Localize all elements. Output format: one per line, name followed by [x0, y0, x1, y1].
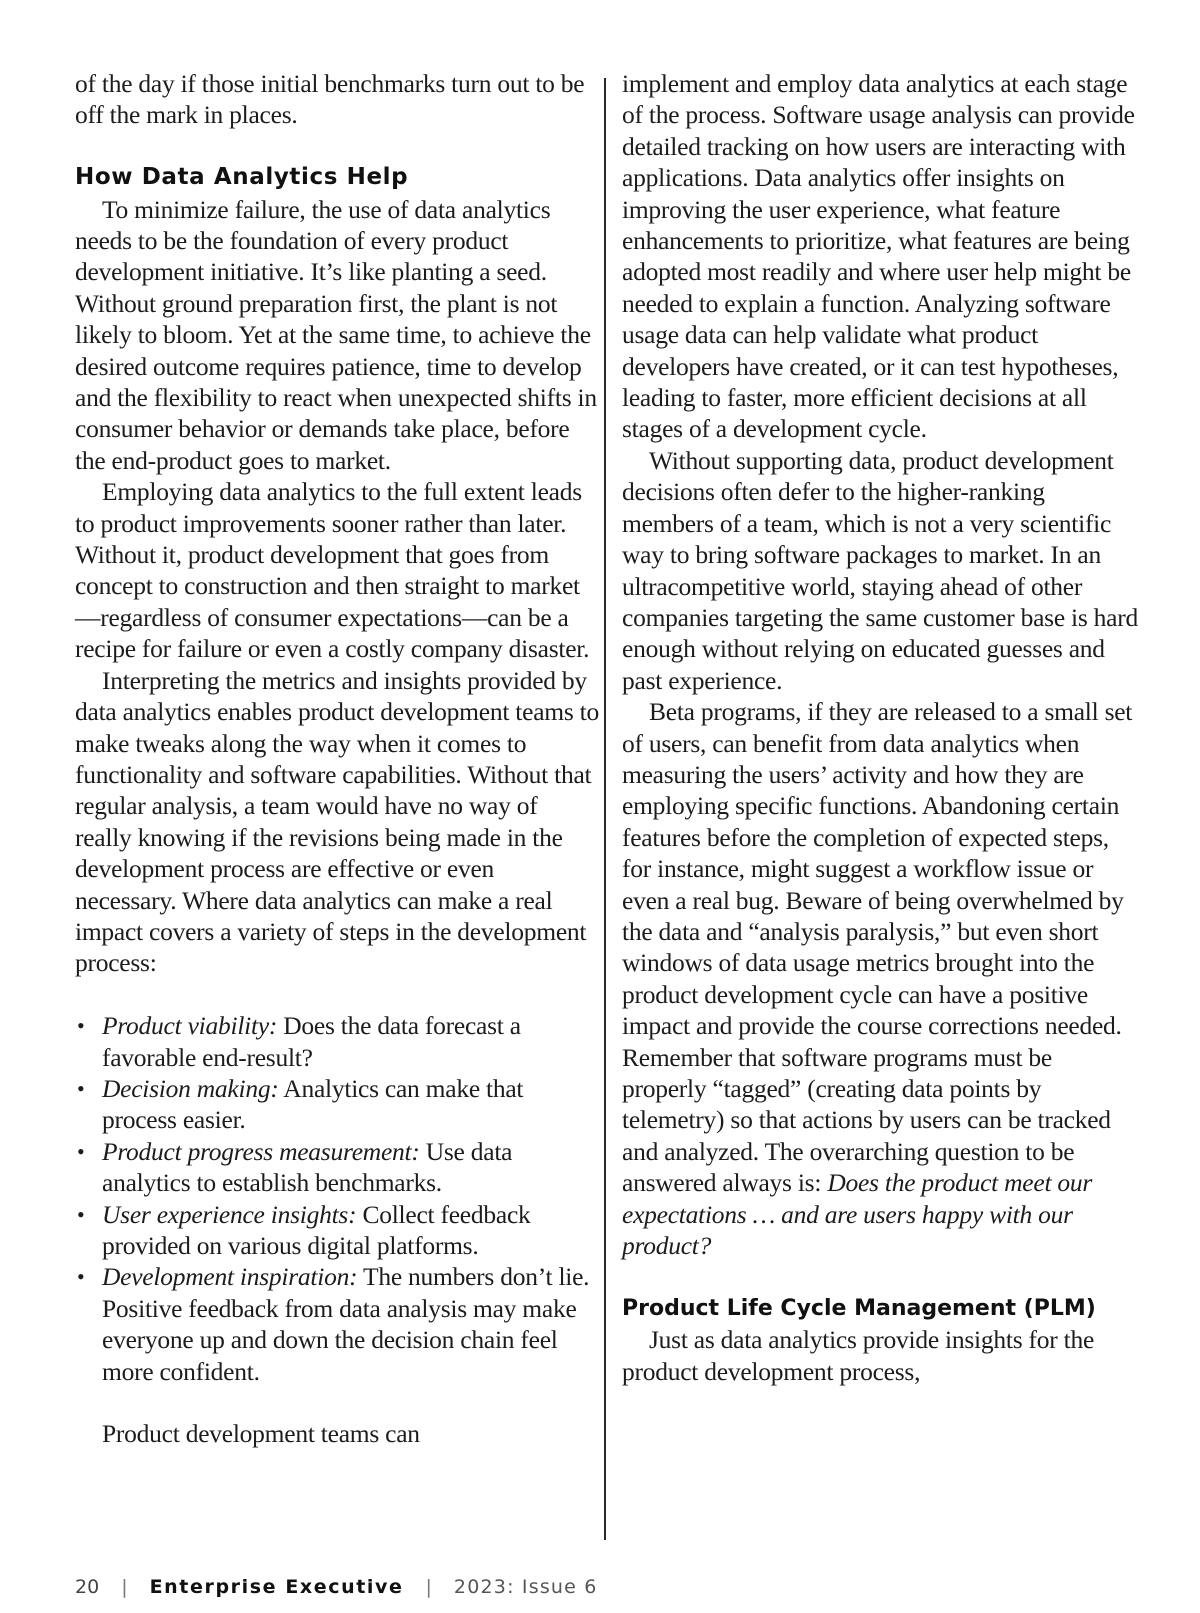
list-item-term: Product progress measurement:: [102, 1136, 420, 1166]
list-item-text: Does the data forecast a favorable end-result?: [102, 1011, 521, 1072]
body-paragraph: Just as data analytics provide insights for the product development process,: [622, 1325, 1095, 1386]
list-item: [77, 1073, 600, 1136]
continued-paragraph: Product development teams can: [102, 1419, 420, 1449]
list-item-term: Development inspiration:: [102, 1262, 358, 1292]
footer-separator: |: [425, 1576, 432, 1598]
list-item-text: Use data analytics to establish benchmarks.: [102, 1136, 513, 1198]
bullet-list: [75, 1010, 600, 1387]
body-paragraph: [622, 696, 1142, 1261]
list-item-text: Analytics can make that process easier.: [102, 1073, 524, 1135]
list-item-text: Collect feedback provided on various digital platforms.: [102, 1199, 531, 1260]
bullet-icon: •: [77, 1075, 85, 1101]
list-item-term: Product viability:: [102, 1011, 278, 1041]
section-heading-plm: Product Life Cycle Management (PLM): [622, 1295, 1096, 1321]
bullet-icon: •: [77, 1013, 85, 1039]
list-item: [77, 1136, 600, 1199]
list-item-term: Decision making:: [102, 1073, 279, 1103]
body-paragraph: To minimize failure, the use of data analytics needs to be the foundation of every product development initiative. It’s like planting a seed. Without ground preparation first, the plant is not likely to bloom. Yet at the same time, to achieve the desired outcome requires patience, time to develop and the flexibility to react when unexpected shifts in consumer behavior or demands take place, before the end-product goes to market.: [75, 194, 597, 475]
body-paragraph: Interpreting the metrics and insights provided by data analytics enables product development teams to make tweaks along the way when it comes to functionality and software capabilities. Without that regular analysis, a team would have no way of really knowing if the revisions being made in the development process are effective or even necessary. Where data analytics can make a real impact covers a variety of steps in the development process:: [75, 665, 599, 978]
page-footer: [75, 1572, 598, 1602]
footer-separator: |: [121, 1576, 128, 1598]
body-paragraph: Without supporting data, product development decisions often defer to the higher-ranking members of a team, which is not a very scientific way to bring software packages to market. In an ultracompetitive world, staying ahead of other companies targeting the same customer base is hard enough without relying on educated guesses and past experience.: [622, 445, 1138, 695]
paragraph-text: Beta programs, if they are released to a small set of users, can benefit from data analytics when measuring the users’ activity and how they are employing specific functions. Abandoning certain features before the completion of expected steps, for instance, might suggest a workflow issue or even a real bug. Beware of being overwhelmed by the data and “analysis paralysis,” but even short windows of data usage metrics brought into the product development cycle can have a positive impact and provide the course corrections needed. Remember that software programs must be properly “tagged” (creating data points by telemetry) so that actions by users can be tracked and analyzed. The overarching question to be answered always is:: [622, 697, 1133, 1198]
list-item-term: User experience insights:: [102, 1199, 357, 1229]
page-number: 20: [75, 1576, 100, 1598]
body-paragraph: implement and employ data analytics at each stage of the process. Software usage analysis can provide detailed tracking on how users are interacting with applications. Data analytics offer insights on improving the user experience, what feature enhancements to prioritize, what features are being adopted most readily and where user help might be needed to explain a function. Analyzing software usage data can help validate what product developers have created, or it can test hypotheses, leading to faster, more efficient decisions at all stages of a development cycle.: [622, 69, 1135, 444]
list-item: [77, 1199, 600, 1262]
left-column: [75, 68, 600, 1450]
column-divider: [604, 78, 606, 1540]
publication-name: Enterprise Executive: [149, 1576, 404, 1598]
list-item: [77, 1261, 600, 1387]
section-heading-data-analytics: How Data Analytics Help: [75, 164, 409, 191]
body-paragraph: Employing data analytics to the full extent leads to product improvements sooner rather than later. Without it, product development that goes from concept to construction and then straight to market—regardless of consumer expectations—can be a recipe for failure or even a costly company disaster.: [75, 477, 590, 664]
bullet-icon: •: [77, 1138, 85, 1164]
bullet-icon: •: [77, 1201, 85, 1227]
list-item: [77, 1010, 600, 1073]
right-column: [622, 68, 1142, 1387]
bullet-icon: •: [77, 1264, 85, 1290]
intro-paragraph: of the day if those initial benchmarks turn out to be off the mark in places.: [75, 69, 585, 130]
italic-question: Does the product meet our expectations … and are users happy with our product?: [622, 1168, 1093, 1261]
list-item-text: The numbers don’t lie. Positive feedback from data analysis may make everyone up and down the decision chain feel more confident.: [102, 1262, 590, 1386]
issue-label: 2023: Issue 6: [453, 1576, 598, 1598]
